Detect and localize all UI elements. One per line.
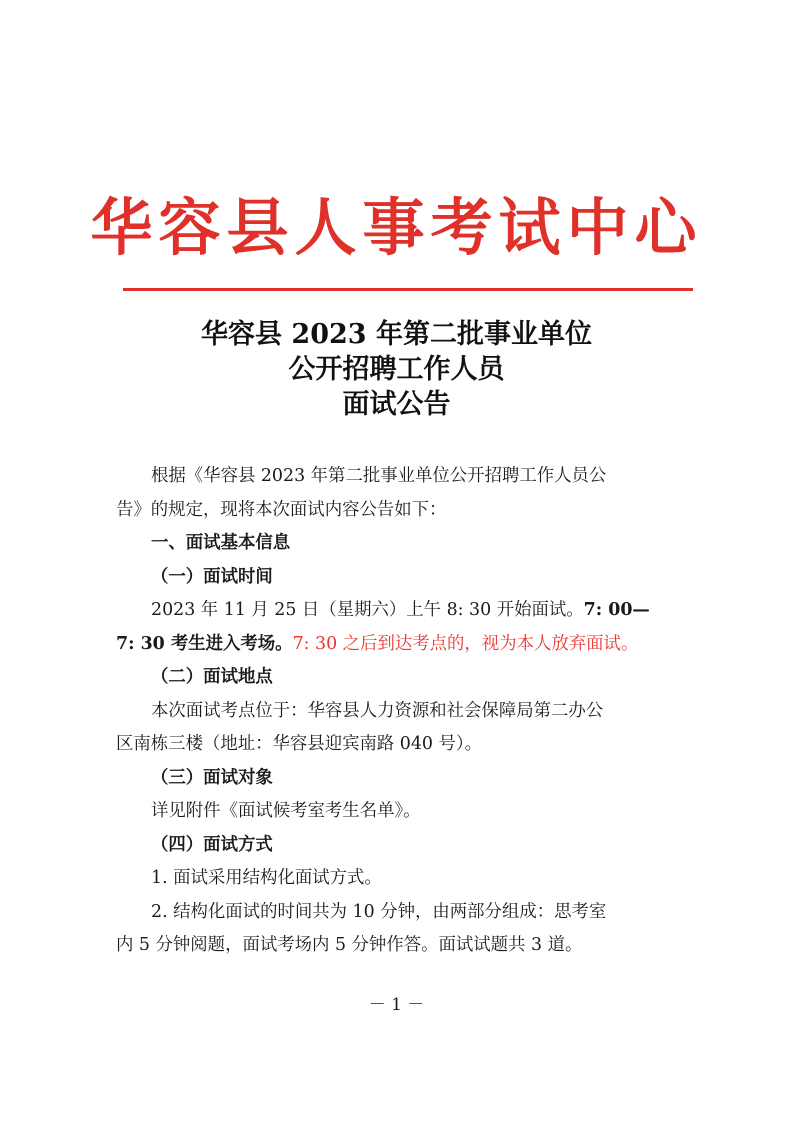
interview-place-heading: （二）面试地点	[151, 667, 273, 687]
notice-title-line-3: 面试公告	[342, 389, 451, 420]
interview-time-heading: （一）面试时间	[151, 566, 273, 587]
letterhead-rule	[123, 288, 693, 291]
interview-method-item-2-line-1: 2. 结构化面试的时间共为 10 分钟，由两部分组成：思考室	[151, 901, 607, 922]
notice-title	[0, 317, 793, 422]
interview-time-bold-2: 7: 30 考生进入考场。	[116, 633, 293, 654]
intro-line-1: 根据《华容县 2023 年第二批事业单位公开招聘工作人员公	[151, 466, 607, 486]
interview-method-item-1: 1. 面试采用结构化面试方式。	[151, 868, 382, 888]
section-basic-info-heading: 一、面试基本信息	[151, 533, 291, 553]
interview-time-text: 2023 年 11 月 25 日（星期六）上午 8: 30 开始面试。	[151, 600, 584, 620]
interview-place-line-1: 本次面试考点位于：华容县人力资源和社会保障局第二办公	[151, 700, 604, 721]
letterhead-title: 华容县人事考试中心	[90, 191, 703, 264]
interview-time-line-2	[116, 628, 686, 662]
late-arrival-warning: 7: 30 之后到达考点的，视为本人放弃面试。	[292, 633, 639, 654]
page-number: － 1 －	[368, 995, 425, 1015]
interview-method-item-2-line-2: 内 5 分钟阅题，面试考场内 5 分钟作答。面试试题共 3 道。	[116, 935, 583, 955]
interview-target-line-1: 详见附件《面试候考室考生名单》。	[151, 801, 421, 821]
notice-title-line-1: 华容县 2023 年第二批事业单位	[201, 319, 592, 350]
interview-place-line-2: 区南栋三楼（地址：华容县迎宾南路 040 号）。	[116, 734, 482, 754]
notice-title-line-2: 公开招聘工作人员	[288, 354, 505, 385]
intro-line-2: 告》的规定，现将本次面试内容公告如下：	[116, 499, 447, 520]
interview-time-bold-1: 7: 00—	[583, 600, 650, 620]
notice-body	[116, 460, 686, 963]
interview-time-line-1	[116, 594, 686, 628]
interview-target-heading: （三）面试对象	[151, 767, 273, 788]
interview-method-heading: （四）面试方式	[151, 834, 273, 855]
